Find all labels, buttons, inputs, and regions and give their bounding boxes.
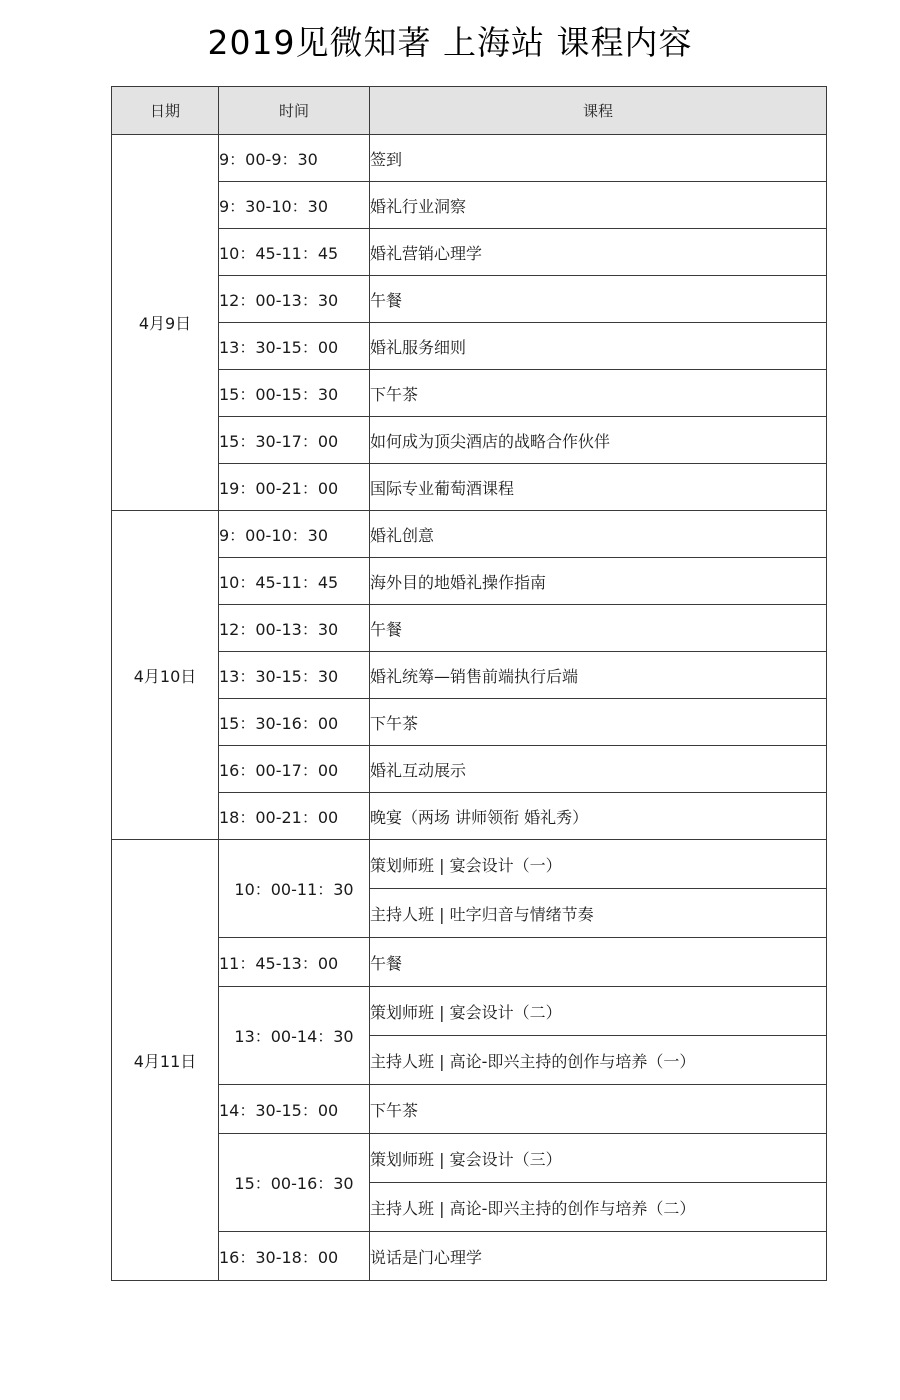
time-cell: 10：00-11：30 [219, 840, 370, 938]
course-cell: 策划师班 | 宴会设计（一） [370, 840, 827, 889]
schedule-table [111, 86, 827, 1281]
time-cell: 15：30-16：00 [219, 699, 370, 746]
table-row [112, 1085, 827, 1134]
table-row [112, 323, 827, 370]
table-row [112, 1232, 827, 1281]
time-cell: 14：30-15：00 [219, 1085, 370, 1134]
table-row [112, 558, 827, 605]
course-cell: 签到 [370, 135, 827, 182]
table-row [112, 370, 827, 417]
table-row [112, 229, 827, 276]
table-row [112, 793, 827, 840]
course-cell: 说话是门心理学 [370, 1232, 827, 1281]
page-title: 2019见微知著 上海站 课程内容 [207, 23, 693, 62]
course-cell: 下午茶 [370, 370, 827, 417]
table-row [112, 135, 827, 182]
course-cell: 午餐 [370, 605, 827, 652]
course-cell: 策划师班 | 宴会设计（二） [370, 987, 827, 1036]
course-cell: 主持人班 | 高论-即兴主持的创作与培养（一） [370, 1036, 827, 1085]
table-row [112, 1134, 827, 1183]
time-cell: 15：00-16：30 [219, 1134, 370, 1232]
table-row [112, 987, 827, 1036]
time-cell: 19：00-21：00 [219, 464, 370, 511]
time-cell: 15：30-17：00 [219, 417, 370, 464]
date-cell: 4月11日 [112, 840, 219, 1281]
time-cell: 13：30-15：30 [219, 652, 370, 699]
date-cell: 4月10日 [112, 511, 219, 840]
time-cell: 13：00-14：30 [219, 987, 370, 1085]
course-cell: 主持人班 | 高论-即兴主持的创作与培养（二） [370, 1183, 827, 1232]
time-cell: 16：30-18：00 [219, 1232, 370, 1281]
course-cell: 晚宴（两场 讲师领衔 婚礼秀） [370, 793, 827, 840]
table-row [112, 938, 827, 987]
table-row [112, 511, 827, 558]
table-row [112, 464, 827, 511]
time-cell: 9：00-9：30 [219, 135, 370, 182]
time-cell: 12：00-13：30 [219, 605, 370, 652]
course-cell: 婚礼统筹—销售前端执行后端 [370, 652, 827, 699]
date-cell: 4月9日 [112, 135, 219, 511]
course-cell: 婚礼行业洞察 [370, 182, 827, 229]
course-cell: 婚礼互动展示 [370, 746, 827, 793]
time-cell: 16：00-17：00 [219, 746, 370, 793]
table-row [112, 840, 827, 889]
time-cell: 10：45-11：45 [219, 229, 370, 276]
time-cell: 9：00-10：30 [219, 511, 370, 558]
course-cell: 婚礼服务细则 [370, 323, 827, 370]
header-course: 课程 [370, 87, 827, 135]
table-row [112, 699, 827, 746]
course-cell: 主持人班 | 吐字归音与情绪节奏 [370, 889, 827, 938]
course-cell: 婚礼营销心理学 [370, 229, 827, 276]
table-row [112, 182, 827, 229]
time-cell: 9：30-10：30 [219, 182, 370, 229]
time-cell: 18：00-21：00 [219, 793, 370, 840]
header-time: 时间 [219, 87, 370, 135]
table-row [112, 276, 827, 323]
course-cell: 策划师班 | 宴会设计（三） [370, 1134, 827, 1183]
time-cell: 11：45-13：00 [219, 938, 370, 987]
header-date: 日期 [112, 87, 219, 135]
course-cell: 下午茶 [370, 1085, 827, 1134]
table-row [112, 652, 827, 699]
table-row [112, 417, 827, 464]
course-cell: 国际专业葡萄酒课程 [370, 464, 827, 511]
time-cell: 10：45-11：45 [219, 558, 370, 605]
course-cell: 午餐 [370, 276, 827, 323]
table-header-row [112, 87, 827, 135]
time-cell: 12：00-13：30 [219, 276, 370, 323]
course-cell: 婚礼创意 [370, 511, 827, 558]
course-cell: 下午茶 [370, 699, 827, 746]
course-cell: 如何成为顶尖酒店的战略合作伙伴 [370, 417, 827, 464]
table-row [112, 746, 827, 793]
course-cell: 午餐 [370, 938, 827, 987]
table-row [112, 605, 827, 652]
time-cell: 13：30-15：00 [219, 323, 370, 370]
time-cell: 15：00-15：30 [219, 370, 370, 417]
course-cell: 海外目的地婚礼操作指南 [370, 558, 827, 605]
